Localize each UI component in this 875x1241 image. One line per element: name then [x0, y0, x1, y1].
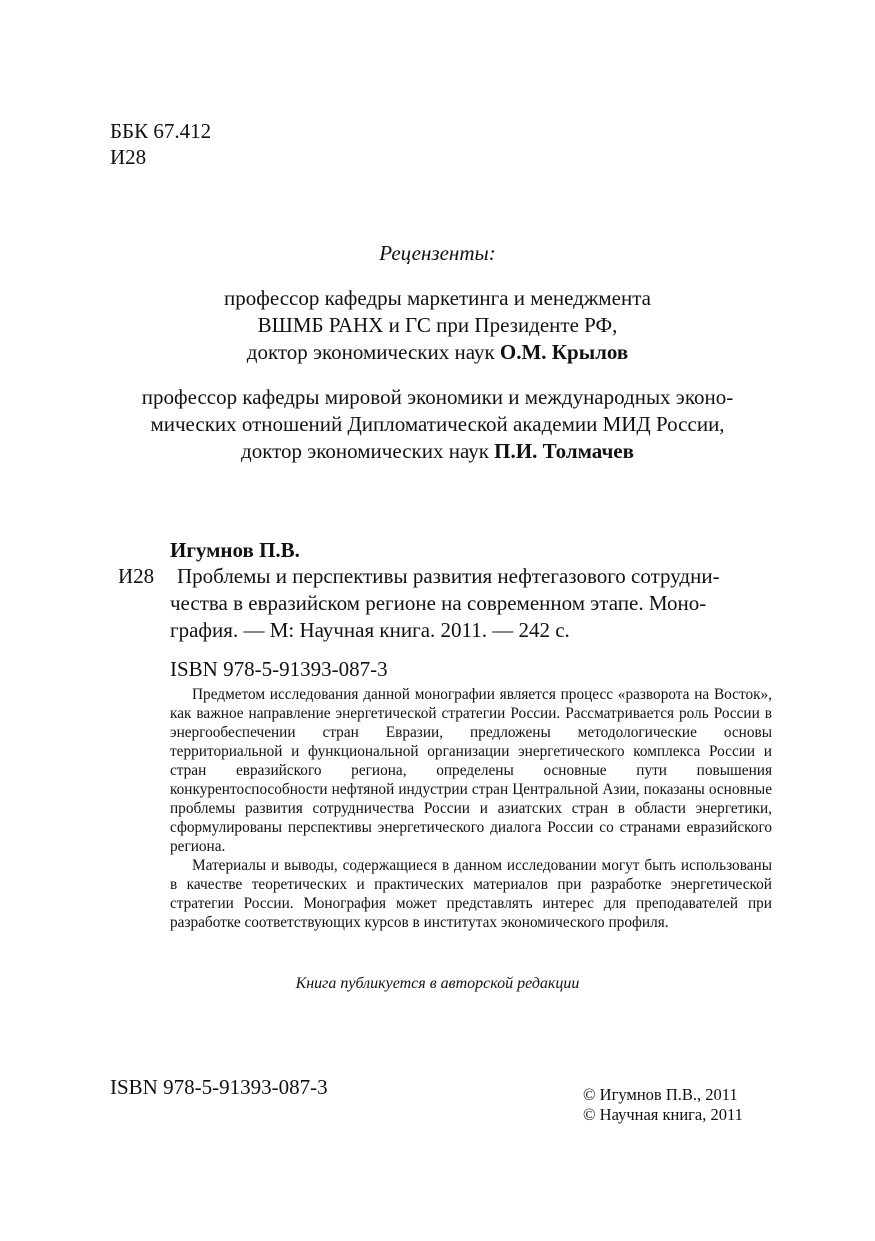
reviewer-2-affiliation: мических отношений Дипломатической академии МИД России, [150, 412, 725, 436]
bbk-classification [110, 118, 211, 170]
catalog-author: Игумнов П.В. [170, 538, 300, 562]
edition-note: Книга публикуется в авторской редакции [295, 975, 580, 992]
catalog-title-line-2: чества в евразийском регионе на современном этапе. Моно- [170, 591, 707, 615]
abstract [170, 685, 772, 932]
copyright-publisher: © Научная книга, 2011 [583, 1105, 743, 1124]
isbn-bottom: ISBN 978-5-91393-087-3 [110, 1075, 328, 1099]
reviewer-2-degree-line [100, 438, 775, 465]
bbk-code: ББК 67.412 [110, 119, 212, 143]
author-mark: И28 [110, 145, 147, 169]
catalog-title-line-3: графия. — М: Научная книга. 2011. — 242 с. [170, 618, 570, 642]
abstract-paragraph-1: Предметом исследования данной монографии является процесс «разворота на Восток», как важное направление энергетической стратегии России. Рассматривается роль России в энергообеспечении стран Евразии, предложены методологические основы территориальной и функциональной организации энергетического комплекса России и стран евразийского региона, определены основные пути повышения конкурентоспособности нефтяной индустрии стран Центральной Азии, показаны основные проблемы развития сотрудничества России и азиатских стран в области энергетики, сформулированы перспективы энергетического диалога России со странами евразийского региона. [170, 686, 772, 855]
reviewer-1-position: профессор кафедры маркетинга и менеджмента [224, 286, 651, 310]
catalog-code: И28 [118, 564, 155, 588]
catalog-isbn: ISBN 978-5-91393-087-3 [170, 657, 388, 681]
catalog-title [118, 563, 778, 644]
reviewer-2-degree: доктор экономических наук [241, 439, 489, 463]
reviewer-1-degree-line [100, 339, 775, 366]
copyright-author: © Игумнов П.В., 2011 [583, 1085, 738, 1104]
reviewer-1-degree: доктор экономических наук [246, 340, 495, 364]
catalog-record [118, 563, 778, 644]
reviewers-title: Рецензенты: [379, 241, 496, 265]
copyright-block [583, 1085, 743, 1125]
reviewer-1-name: О.М. Крылов [499, 340, 629, 364]
reviewer-1-affiliation: ВШМБ РАНХ и ГС при Президенте РФ, [257, 313, 618, 337]
abstract-paragraph-2: Материалы и выводы, содержащиеся в данном исследовании могут быть использованы в качестве теоретических и практических материалов при разработке энергетической стратегии России. Монография может представлять интерес для преподавателей при разработке соответствующих курсов в институтах экономического профиля. [170, 857, 772, 931]
reviewers-section [100, 240, 775, 465]
reviewer-2 [100, 384, 775, 465]
reviewer-2-position: профессор кафедры мировой экономики и международных эконо- [141, 385, 734, 409]
reviewer-1 [100, 285, 775, 366]
catalog-title-line-1: Проблемы и перспективы развития нефтегазового сотрудни- [177, 564, 720, 588]
reviewer-2-name: П.И. Толмачев [494, 439, 634, 463]
